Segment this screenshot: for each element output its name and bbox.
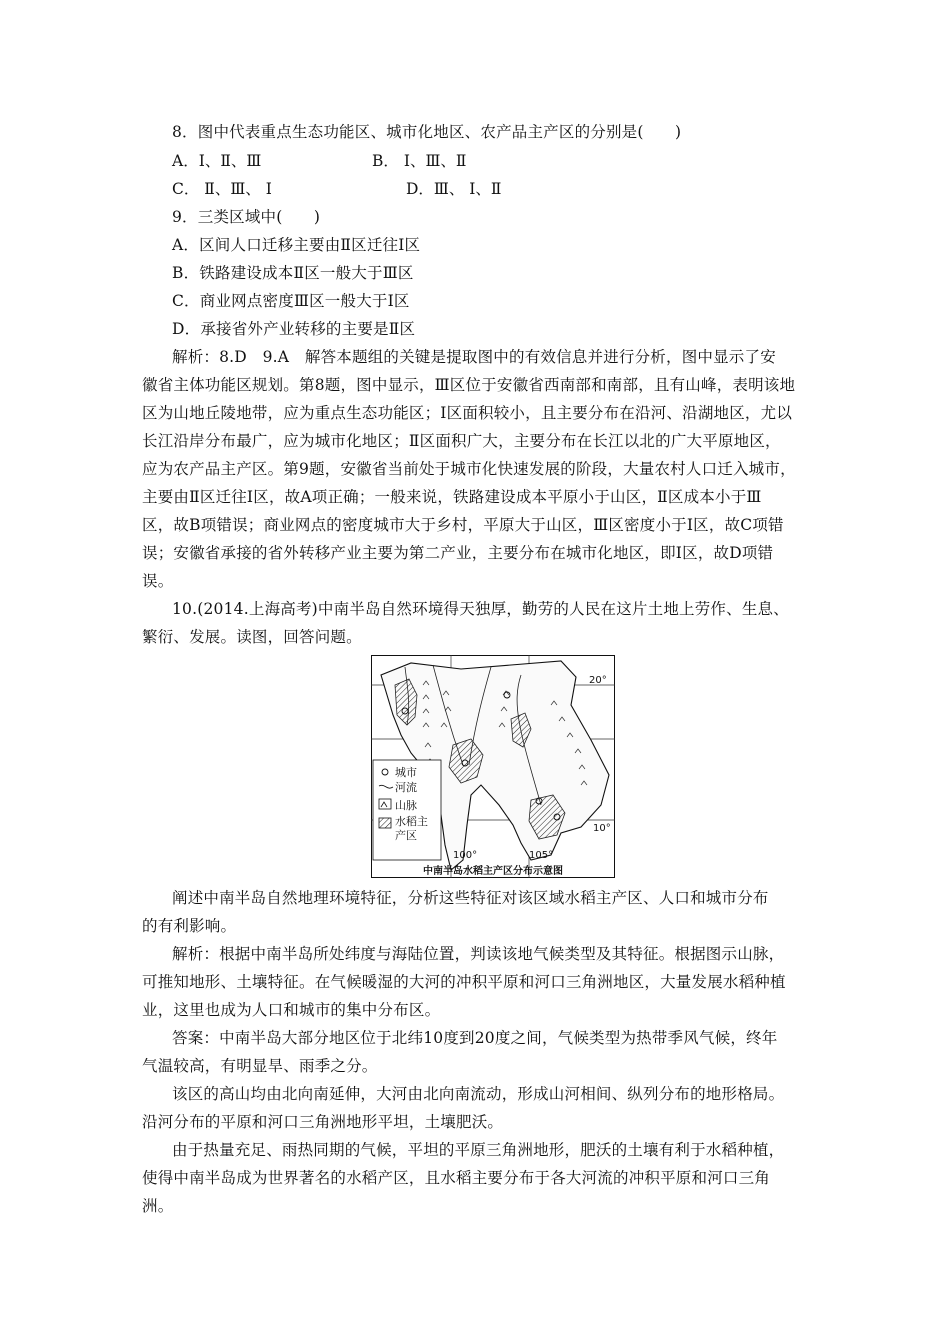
legend-rice-label-2: 产区	[395, 829, 417, 842]
analysis1-line: 主要由Ⅱ区迁往Ⅰ区，故A项正确；一般来说，铁路建设成本平原小于山区，Ⅱ区成本小于Ⅲ	[142, 488, 762, 506]
q9-option-b: B．铁路建设成本Ⅱ区一般大于Ⅲ区	[172, 264, 414, 282]
q8-option-b: B． Ⅰ、Ⅲ、Ⅱ	[372, 152, 467, 170]
indochina-rice-map	[371, 655, 615, 878]
answer-line: 气温较高，有明显旱、雨季之分。	[142, 1057, 378, 1075]
q9-option-a: A．区间人口迁移主要由Ⅱ区迁往Ⅰ区	[172, 236, 421, 254]
latitude-20-label: 20°	[589, 675, 607, 686]
q9-stem: 9．三类区域中( )	[172, 208, 321, 226]
analysis1-line: 解析：8.D 9.A 解答本题组的关键是提取图中的有效信息并进行分析，图中显示了安	[172, 348, 776, 366]
q9-option-d: D．承接省外产业转移的主要是Ⅱ区	[172, 320, 416, 338]
q10-line: 繁衍、发展。读图，回答问题。	[142, 628, 362, 646]
answer-line: 答案：中南半岛大部分地区位于北纬10度到20度之间，气候类型为热带季风气候，终年	[172, 1029, 778, 1047]
analysis1-line: 区为山地丘陵地带，应为重点生态功能区；Ⅰ区面积较小，且主要分布在沿河、沿湖地区，尤以	[142, 404, 793, 422]
legend-mountain-label: 山脉	[395, 799, 417, 812]
analysis1-line: 长江沿岸分布最广，应为城市化地区；Ⅱ区面积广大，主要分布在长江以北的广大平原地区，	[142, 432, 781, 450]
q10-line: 10.(2014.上海高考)中南半岛自然环境得天独厚，勤劳的人民在这片土地上劳作、生息、	[172, 600, 789, 618]
legend-rice-label-1: 水稻主	[395, 815, 428, 828]
map-caption: 中南半岛水稻主产区分布示意图	[423, 866, 563, 877]
legend-river-label: 河流	[395, 781, 417, 794]
q8-option-d: D．Ⅲ、 Ⅰ、Ⅱ	[406, 180, 502, 198]
analysis1-line: 误；安徽省承接的省外转移产业主要为第二产业，主要分布在城市化地区，即Ⅰ区，故D项错	[142, 544, 774, 562]
q8-stem: 8．图中代表重点生态功能区、城市化地区、农产品主产区的分别是( )	[172, 123, 682, 141]
analysis1-line: 误。	[142, 572, 174, 590]
legend-city-label: 城市	[395, 766, 417, 779]
latitude-10-label: 10°	[593, 823, 611, 834]
q10-task-line: 的有利影响。	[142, 917, 237, 935]
paragraph-line: 沿河分布的平原和河口三角洲地形平坦，土壤肥沃。	[142, 1113, 504, 1131]
q10-task-line: 阐述中南半岛自然地理环境特征，分析这些特征对该区域水稻主产区、人口和城市分布	[172, 889, 769, 907]
q9-option-c: C．商业网点密度Ⅲ区一般大于Ⅰ区	[172, 292, 410, 310]
analysis1-line: 区，故B项错误；商业网点的密度城市大于乡村，平原大于山区，Ⅲ区密度小于Ⅰ区，故C项错	[142, 516, 784, 534]
analysis2-line: 业，这里也成为人口和城市的集中分布区。	[142, 1001, 441, 1019]
analysis2-line: 可推知地形、土壤特征。在气候暖湿的大河的冲积平原和河口三角洲地区，大量发展水稻种植	[142, 973, 786, 991]
analysis1-line: 应为农产品主产区。第9题，安徽省当前处于城市化快速发展的阶段，大量农村人口迁入城市，	[142, 460, 796, 478]
q8-option-a: A．Ⅰ、Ⅱ、Ⅲ	[172, 152, 262, 170]
paragraph-line: 使得中南半岛成为世界著名的水稻产区，且水稻主要分布于各大河流的冲积平原和河口三角	[142, 1169, 771, 1187]
paragraph-line: 由于热量充足、雨热同期的气候，平坦的平原三角洲地形，肥沃的土壤有利于水稻种植，	[172, 1141, 785, 1159]
longitude-105-label: 105°	[529, 850, 554, 861]
analysis1-line: 徽省主体功能区规划。第8题，图中显示，Ⅲ区位于安徽省西南部和南部，且有山峰，表明该地	[142, 376, 796, 394]
paragraph-line: 该区的高山均由北向南延伸，大河由北向南流动，形成山河相间、纵列分布的地形格局。	[172, 1085, 785, 1103]
q8-option-c: C． Ⅱ、Ⅲ、 Ⅰ	[172, 180, 272, 198]
paragraph-line: 洲。	[142, 1197, 174, 1215]
longitude-100-label: 100°	[453, 850, 478, 861]
analysis2-line: 解析：根据中南半岛所处纬度与海陆位置，判读该地气候类型及其特征。根据图示山脉，	[172, 945, 785, 963]
